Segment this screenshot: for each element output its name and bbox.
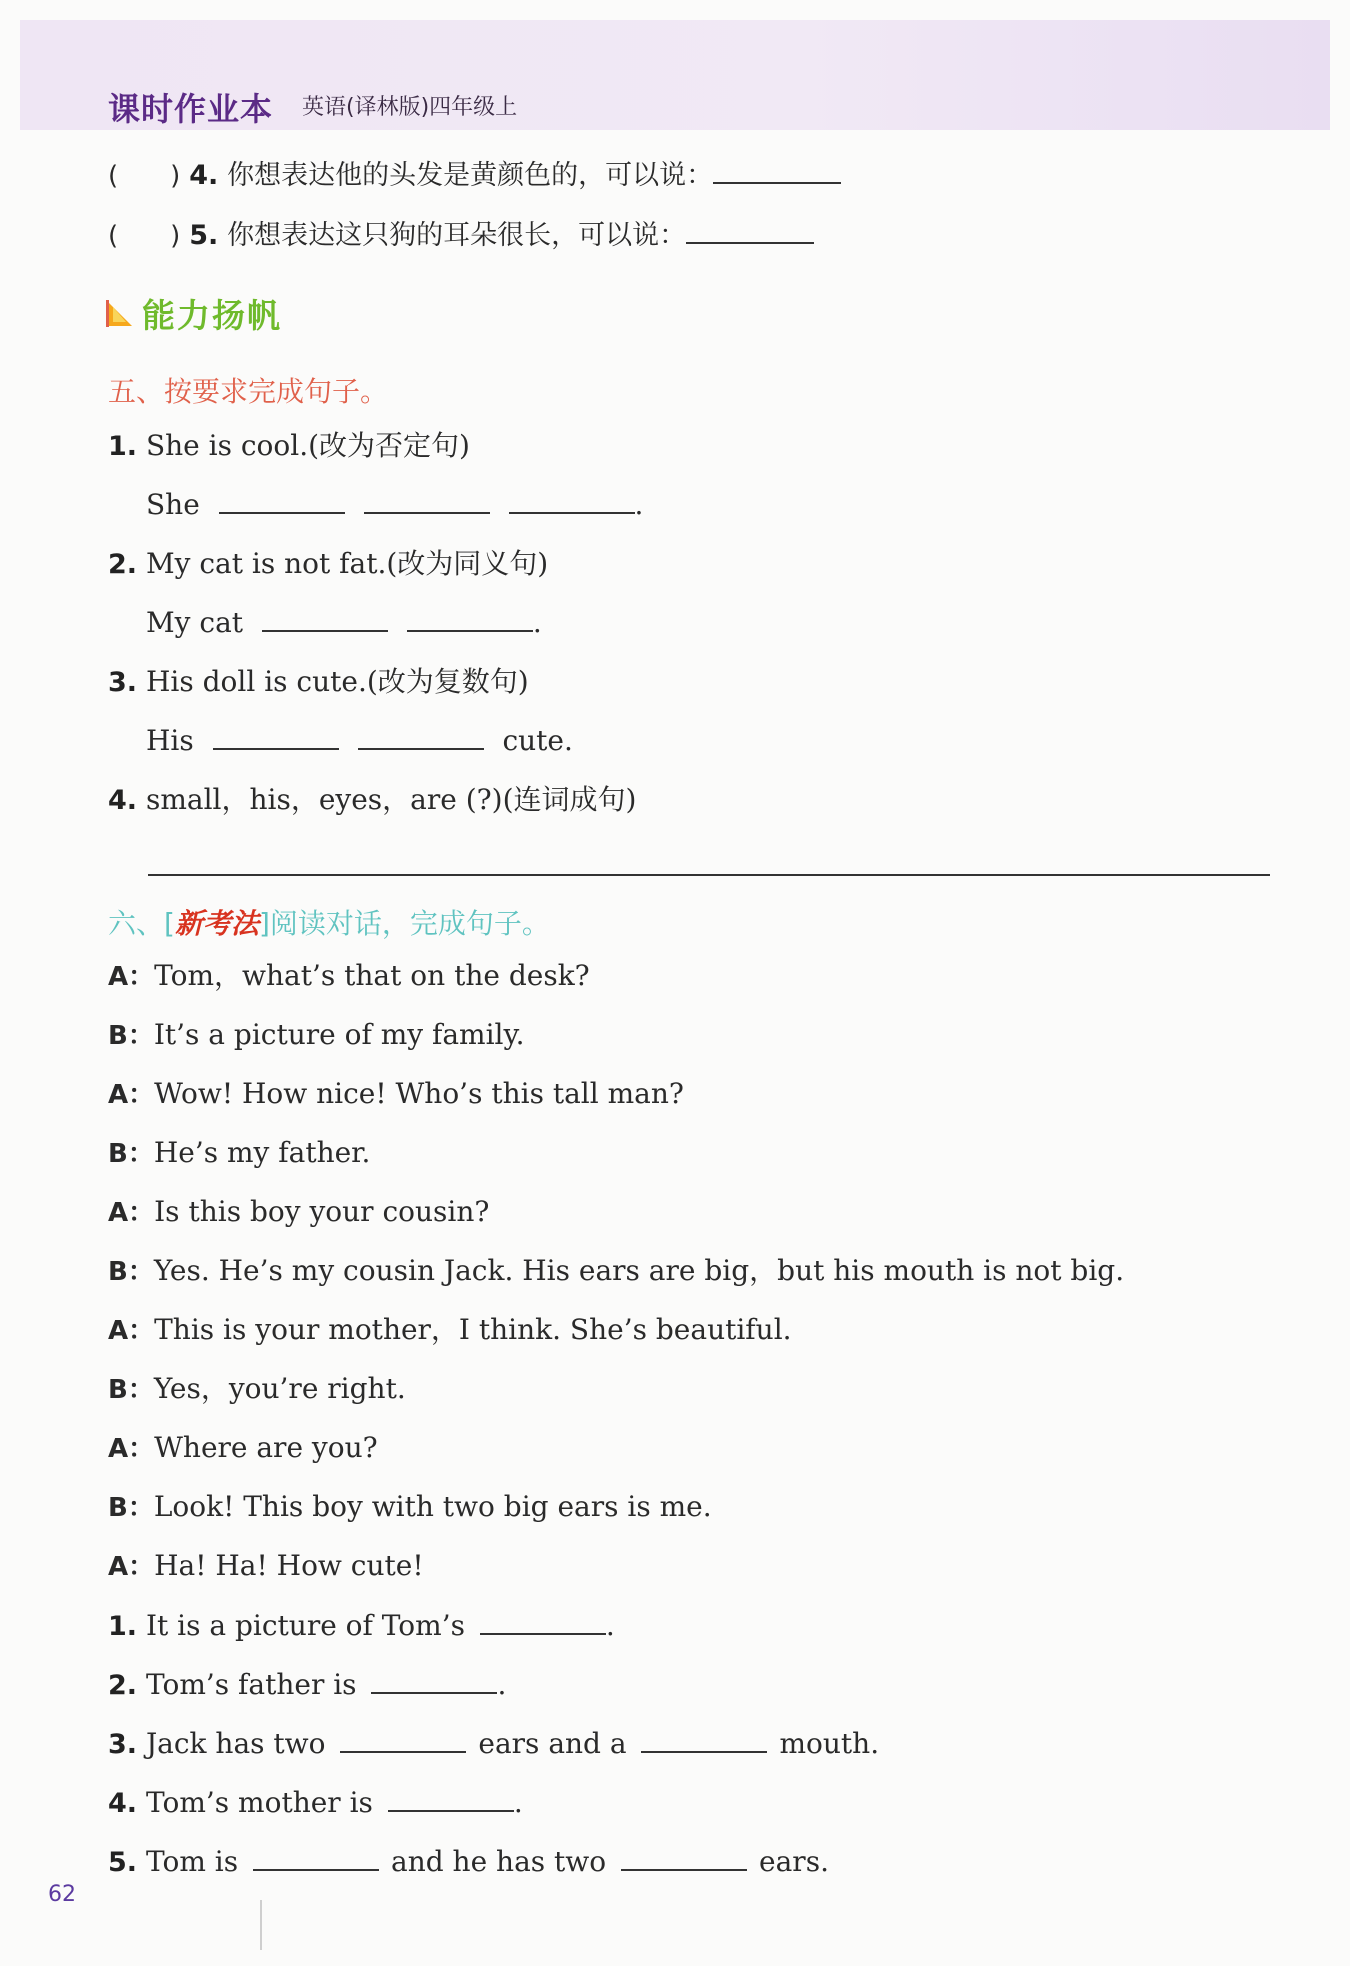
answer-end: cute. — [502, 724, 573, 757]
question-number: 5. — [189, 220, 219, 251]
dialogue-text: Look! This boy with two big ears is me. — [153, 1490, 712, 1523]
question-number: 2. — [108, 1670, 138, 1701]
question-text: mouth. — [779, 1727, 880, 1760]
question-text: 你想表达他的头发是黄颜色的，可以说： — [227, 160, 714, 191]
answer-blank[interactable] — [340, 1729, 466, 1753]
answer-blank[interactable] — [641, 1729, 767, 1753]
speaker: B： — [108, 1493, 154, 1523]
dialogue-line — [108, 1372, 406, 1405]
answer-line[interactable] — [148, 874, 1270, 876]
section6-title-post: ]阅读对话，完成句子。 — [258, 907, 550, 940]
s5-item-4 — [108, 783, 637, 816]
s6-question-4 — [108, 1788, 523, 1817]
dialogue-text: He’s my father. — [153, 1136, 371, 1169]
question-text: It is a picture of Tom’s — [145, 1609, 465, 1642]
section6-title-pre: 六、[ — [108, 907, 175, 940]
speaker: B： — [108, 1139, 154, 1169]
answer-blank[interactable] — [358, 726, 484, 750]
speaker: A： — [108, 1552, 155, 1582]
s6-question-1 — [108, 1611, 615, 1640]
ability-title: 能力扬帆 — [142, 296, 282, 335]
answer-end: . — [532, 606, 542, 639]
question-text: Tom’s father is — [145, 1668, 357, 1701]
s6-question-2 — [108, 1670, 506, 1699]
question-number: 4. — [189, 160, 219, 191]
dialogue-line — [108, 1018, 525, 1051]
answer-blank[interactable] — [480, 1611, 606, 1635]
speaker: A： — [108, 1434, 155, 1464]
question-text: . — [605, 1609, 615, 1642]
dialogue-line — [108, 959, 590, 992]
question-number: 3. — [108, 1729, 138, 1760]
section5-title: 五、按要求完成句子。 — [108, 375, 389, 408]
question-number: 1. — [108, 431, 138, 462]
speaker: A： — [108, 1080, 155, 1110]
dialogue-line — [108, 1431, 378, 1464]
s5-item-3 — [108, 665, 529, 698]
answer-paren[interactable]: ( ) — [108, 221, 181, 251]
answer-blank[interactable] — [509, 490, 635, 514]
question-text: . — [513, 1786, 523, 1819]
ability-heading — [104, 290, 282, 337]
speaker: B： — [108, 1021, 154, 1051]
question-text: ears and a — [478, 1727, 627, 1760]
answer-blank[interactable] — [213, 726, 339, 750]
s5-answer-2 — [146, 608, 542, 637]
answer-blank[interactable] — [364, 490, 490, 514]
dialogue-text: Ha! Ha! How cute! — [154, 1549, 424, 1582]
answer-blank[interactable] — [713, 160, 841, 184]
question-number: 1. — [108, 1611, 138, 1642]
question-text: 你想表达这只狗的耳朵很长，可以说： — [227, 220, 687, 251]
question-text: small，his，eyes，are (?)(连词成句) — [145, 783, 637, 816]
question-text: Tom is — [145, 1845, 239, 1878]
dialogue-line — [108, 1490, 712, 1523]
dialogue-text: Is this boy your cousin? — [154, 1195, 490, 1228]
dialogue-text: Where are you? — [154, 1431, 378, 1464]
s6-question-3 — [108, 1729, 879, 1758]
dialogue-line — [108, 1254, 1125, 1287]
dialogue-text: Wow! How nice! Who’s this tall man? — [154, 1077, 684, 1110]
dialogue-text: It’s a picture of my family. — [153, 1018, 525, 1051]
new-method-tag: 新考法 — [174, 907, 259, 940]
question-text: . — [497, 1668, 507, 1701]
question-text: She is cool.(改为否定句) — [145, 429, 470, 462]
question-text: ears. — [759, 1845, 829, 1878]
book-title: 课时作业本 — [108, 90, 274, 128]
answer-end: . — [634, 488, 644, 521]
answer-blank[interactable] — [621, 1847, 747, 1871]
question-number: 3. — [108, 667, 138, 698]
top-question-5 — [108, 220, 814, 249]
s5-answer-3 — [146, 726, 573, 755]
dialogue-line — [108, 1313, 792, 1346]
s5-item-2 — [108, 547, 549, 580]
book-subtitle: 英语(译林版)四年级上 — [302, 95, 518, 120]
question-text: and he has two — [391, 1845, 607, 1878]
answer-blank[interactable] — [407, 608, 533, 632]
question-text: Jack has two — [145, 1727, 326, 1760]
question-number: 5. — [108, 1847, 138, 1878]
question-text: My cat is not fat.(改为同义句) — [145, 547, 549, 580]
speaker: B： — [108, 1375, 154, 1405]
s6-question-5 — [108, 1847, 829, 1876]
speaker: A： — [108, 1198, 155, 1228]
page-number: 62 — [48, 1882, 76, 1907]
question-number: 2. — [108, 549, 138, 580]
answer-blank[interactable] — [219, 490, 345, 514]
question-text: Tom’s mother is — [145, 1786, 373, 1819]
speaker: A： — [108, 1316, 155, 1346]
dialogue-text: Tom，what’s that on the desk? — [154, 959, 590, 992]
top-question-4 — [108, 160, 841, 189]
answer-paren[interactable]: ( ) — [108, 161, 181, 191]
margin-mark — [260, 1900, 262, 1950]
answer-blank[interactable] — [262, 608, 388, 632]
dialogue-text: This is your mother，I think. She’s beautiful. — [154, 1313, 792, 1346]
s5-answer-1 — [146, 490, 643, 519]
speaker: A： — [108, 962, 155, 992]
answer-start: His — [146, 724, 194, 757]
answer-start: My cat — [146, 606, 244, 639]
dialogue-line — [108, 1195, 490, 1228]
answer-start: She — [146, 488, 200, 521]
answer-blank[interactable] — [686, 220, 814, 244]
dialogue-line — [108, 1549, 424, 1582]
answer-blank[interactable] — [253, 1847, 379, 1871]
question-text: His doll is cute.(改为复数句) — [145, 665, 529, 698]
dialogue-line — [108, 1136, 371, 1169]
answer-blank[interactable] — [388, 1788, 514, 1812]
speaker: B： — [108, 1257, 154, 1287]
dialogue-text: Yes，you’re right. — [153, 1372, 406, 1405]
section6-title — [108, 902, 550, 942]
question-number: 4. — [108, 1788, 138, 1819]
s5-item-1 — [108, 429, 470, 462]
question-number: 4. — [108, 785, 138, 816]
dialogue-text: Yes. He’s my cousin Jack. His ears are big，but his mouth is not big. — [153, 1254, 1125, 1287]
dialogue-line — [108, 1077, 684, 1110]
sail-icon — [104, 298, 136, 330]
answer-blank[interactable] — [371, 1670, 497, 1694]
